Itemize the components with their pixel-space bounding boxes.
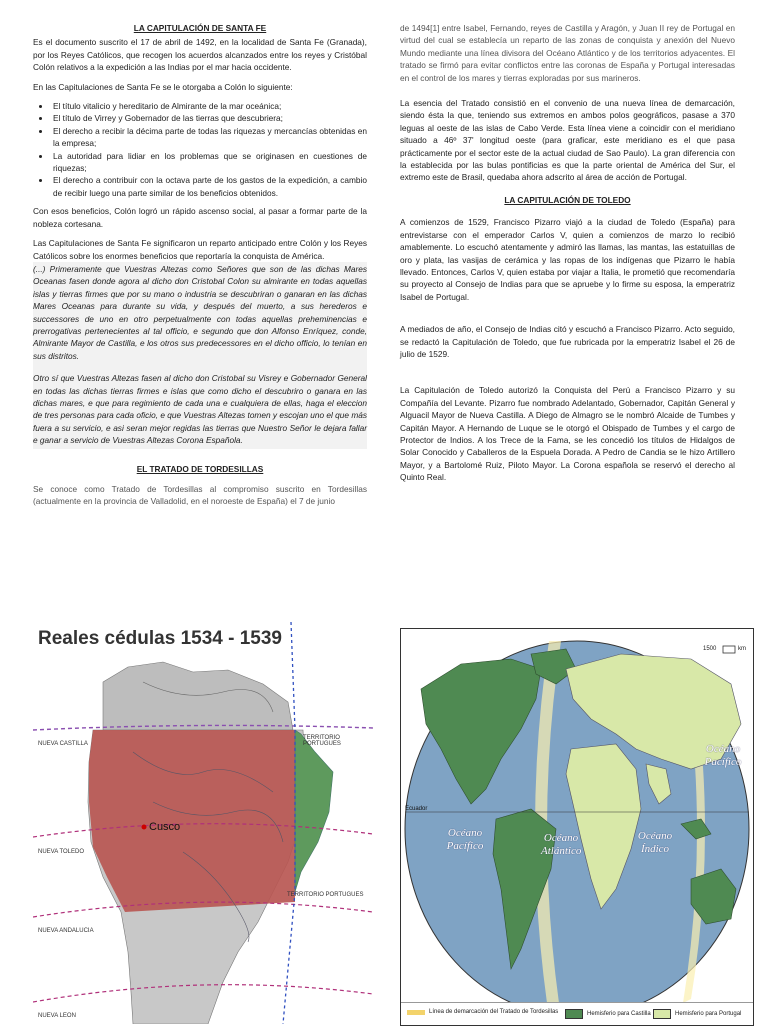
label-territorio-portugues-2: TERRITORIO PORTUGUES [287, 892, 364, 898]
right-column [400, 22, 735, 491]
quote-paragraph-1: (...) Primeramente que Vuestras Altezas como Señores que son de las dichas Mares Oceanas fasen donde agora al dicho don Cristobal Colon su almirante en todas aquellas islas y tierras firmes que por su mano o industria se descubriran o ganaran en las dichas Mares Oceanas para durante su vida, y después del muerto, a sus herederos e successores de uno en otro perpetualmente con todas aquellas preheminencias e prerrogativas pertenecientes al tal officio, e segundo que don Alfonso Enríquez, conde, Almirante Mayor de Castilla, e los otros sus predecessores en el dicho officio, lo tenían en sus distritos. [33, 263, 367, 361]
label-nueva-toledo: NUEVA TOLEDO [38, 849, 85, 855]
list-item: • El título vitalicio y hereditario de Almirante de la mar oceánica; [51, 100, 367, 112]
map1-title: Reales cédulas 1534 - 1539 [38, 628, 283, 649]
paragraph-santa-fe-intro: Es el documento suscrito el 17 de abril de 1492, en la localidad de Santa Fe (Granada), por los Reyes Católicos, que recogen los acuerdos alcanzados entre los reyes y Cristóbal Colón relativos a la expedición a las Indias por el mar hacia occidente. [33, 37, 367, 73]
list-item: • La autoridad para lidiar en los problemas que se originasen en cuestiones de riquezas; [51, 150, 367, 175]
legend-swatch [653, 1009, 671, 1019]
tordesillas-world-map [400, 628, 754, 1026]
legend-item [565, 1009, 651, 1019]
benefits-list [33, 100, 367, 199]
legend-swatch [407, 1010, 425, 1015]
legend-item [653, 1009, 741, 1019]
list-item: • El derecho a contribuir con la octava parte de los gastos de la expedición, a cambio de recibir luego una parte similar de los beneficios obtenidos. [51, 174, 367, 199]
label-nueva-andalucia: NUEVA ANDALUCIA [38, 928, 94, 934]
legend-label: Hemisferio para Portugal [675, 1011, 742, 1017]
heading-tordesillas: EL TRATADO DE TORDESILLAS [136, 463, 264, 474]
map-legend [401, 1002, 753, 1025]
ocean-label-pacifico-right: Océano Pacífico [704, 743, 742, 768]
world-map-graphic [401, 629, 753, 1003]
south-america-map-graphic [33, 622, 373, 1024]
paragraph-otorgaba: En las Capitulaciones de Santa Fe se le otorgaba a Colón lo siguiente: [33, 81, 293, 92]
scale-value: 1500 [703, 646, 717, 652]
heading-toledo: LA CAPITULACIÓN DE TOLEDO [504, 194, 631, 205]
paragraph-esencia: La esencia del Tratado consistió en el convenio de una nueva línea de demarcación, siendo ésta la que, teniendo sus extremos en ambos polos geográficos, pasase a 370 leguas al oeste de las islas de Cabo Verde. Esta línea viene a coincidir con el meridiano situado a 46º 37' longitud oeste (para graficar, este meridiano es el que pasa prácticamente por el sector este de la actual ciudad de Sao Paulo). La gran diferencia con la establecida por las bulas pontificias es que la parte oriental de América del Sur, el extremo este de Brasil, quedaba ahora adscrito al área de acción de Portugal. [400, 98, 735, 183]
scale-unit: km [738, 646, 746, 652]
reales-cedulas-map [33, 622, 373, 1024]
paragraph-tordesillas-cont: de 1494[1] entre Isabel, Fernando, reyes de Castilla y Aragón, y Juan II rey de Portugal en virtud del cual se establecía un reparto de las zonas de conquista y anexión del Nuevo Mundo mediante una línea divisora del Océano Atlántico y de los territorios adyacentes. El tratado se firmó para evitar conflictos entre las coronas de España y Portugal interesadas en el control de los mares y tierras exploradas por sus marineros. [400, 23, 735, 83]
ocean-label-pacifico-left: Océano Pacífico [446, 827, 484, 852]
quote-paragraph-2: Otro sí que Vuestras Altezas fasen al dicho don Cristobal su Visrey e Gobernador General en todas las dichas tierras firmes e islas que como dicho el descubriro o ganara en las dichas mares, e que para regimiento de cada una e cualquiera de ellas, haga el eleccion de tres personas para cada oficio, e que Vuestras Altezas tomen y escojan uno el que más fuera a su servicio, e asi seran mejor regidas las tierras que Nuestro Señor le dejara fallar e ganar a servicio de Vuestras Altezas Corona Española. [33, 373, 367, 446]
label-nueva-castilla: NUEVA CASTILLA [38, 741, 88, 747]
legend-swatch [565, 1009, 583, 1019]
legend-item [407, 1009, 558, 1015]
paragraph-reparto: Las Capitulaciones de Santa Fe significaron un reparto anticipado entre Colón y los Reyes Católicos sobre los enormes beneficios que reportaría la conquista de América. [33, 238, 367, 261]
list-item: • El título de Virrey y Gobernador de las tierras que descubriera; [51, 112, 367, 124]
left-column [33, 22, 367, 515]
legend-label: Línea de demarcación del Tratado de Tordesillas [429, 1009, 559, 1015]
list-item: • El derecho a recibir la décima parte de todas las riquezas y mercancías obtenidas en la empresa; [51, 125, 367, 150]
paragraph-consejo: A mediados de año, el Consejo de Indias citó y escuchó a Francisco Pizarro. Acto seguido, se redactó la Capitulación de Toledo, que fue rubricada por la emperatriz Isabel el 26 de julio de 1529. [400, 324, 735, 359]
ecuador-label: Ecuador [405, 806, 428, 812]
legend-label: Hemisferio para Castilla [587, 1011, 651, 1017]
paragraph-tordesillas: Se conoce como Tratado de Tordesillas al compromiso suscrito en Tordesillas (actualmente en la provincia de Valladolid, en el noroeste de España) el 7 de junio [33, 484, 367, 507]
label-territorio-portugues-1: TERRITORIO PORTUGUES [303, 735, 341, 747]
ocean-label-indico: Océano Índico [637, 830, 673, 855]
label-cusco: Cusco [149, 821, 181, 833]
paragraph-ascenso: Con esos beneficios, Colón logró un rápido ascenso social, al pasar a formar parte de la nobleza cortesana. [33, 206, 367, 229]
heading-santa-fe: LA CAPITULACIÓN DE SANTA FE [133, 23, 267, 33]
quote-block [33, 262, 367, 449]
paragraph-autorizo: La Capitulación de Toledo autorizó la Conquista del Perú a Francisco Pizarro y su Compañía del Levante. Pizarro fue nombrado Adelantado, Gobernador, Capitán General y Alguacil Mayor de Nueva Castilla. A Diego de Almagro se le nombró Alcaide de Tumbes y Capitán Mayor. A Hernando de Luque se le otorgó el Obispado de Tumbes y el cargo de Protector de Indios. A los Trece de la Fama, se les concedió los títulos de Hidalgos de Solar Conocido y Caballeros de la Espuela Dorada. A Pedro de Candia se le hizo Artillero Mayor, y a Bartolomé Ruiz, Piloto Mayor. La Corona española se reservó el derecho al Quinto Real. [400, 385, 735, 483]
label-nueva-leon: NUEVA LEON [38, 1013, 76, 1019]
ocean-label-atlantico: Océano Atlántico [541, 832, 582, 857]
paragraph-pizarro-viaje: A comienzos de 1529, Francisco Pizarro viajó a la ciudad de Toledo (España) para entrevistarse con el emperador Carlos V, quien a comienzos de marzo lo recibió amablemente. Lo escuchó atentamente y admiró las llamas, las mantas, las estatuillas de oro y plata, las vasijas de cerámica y las ropas de los indígenas que Pizarro le había llevado. Entonces, Carlos V, quien estaba por viajar a Italia, le prometió que recomendaría su proyecto al Consejo de Indias para que se apruebe y lo firme su esposa, la emperatriz Isabel de Portugal. [400, 217, 735, 302]
